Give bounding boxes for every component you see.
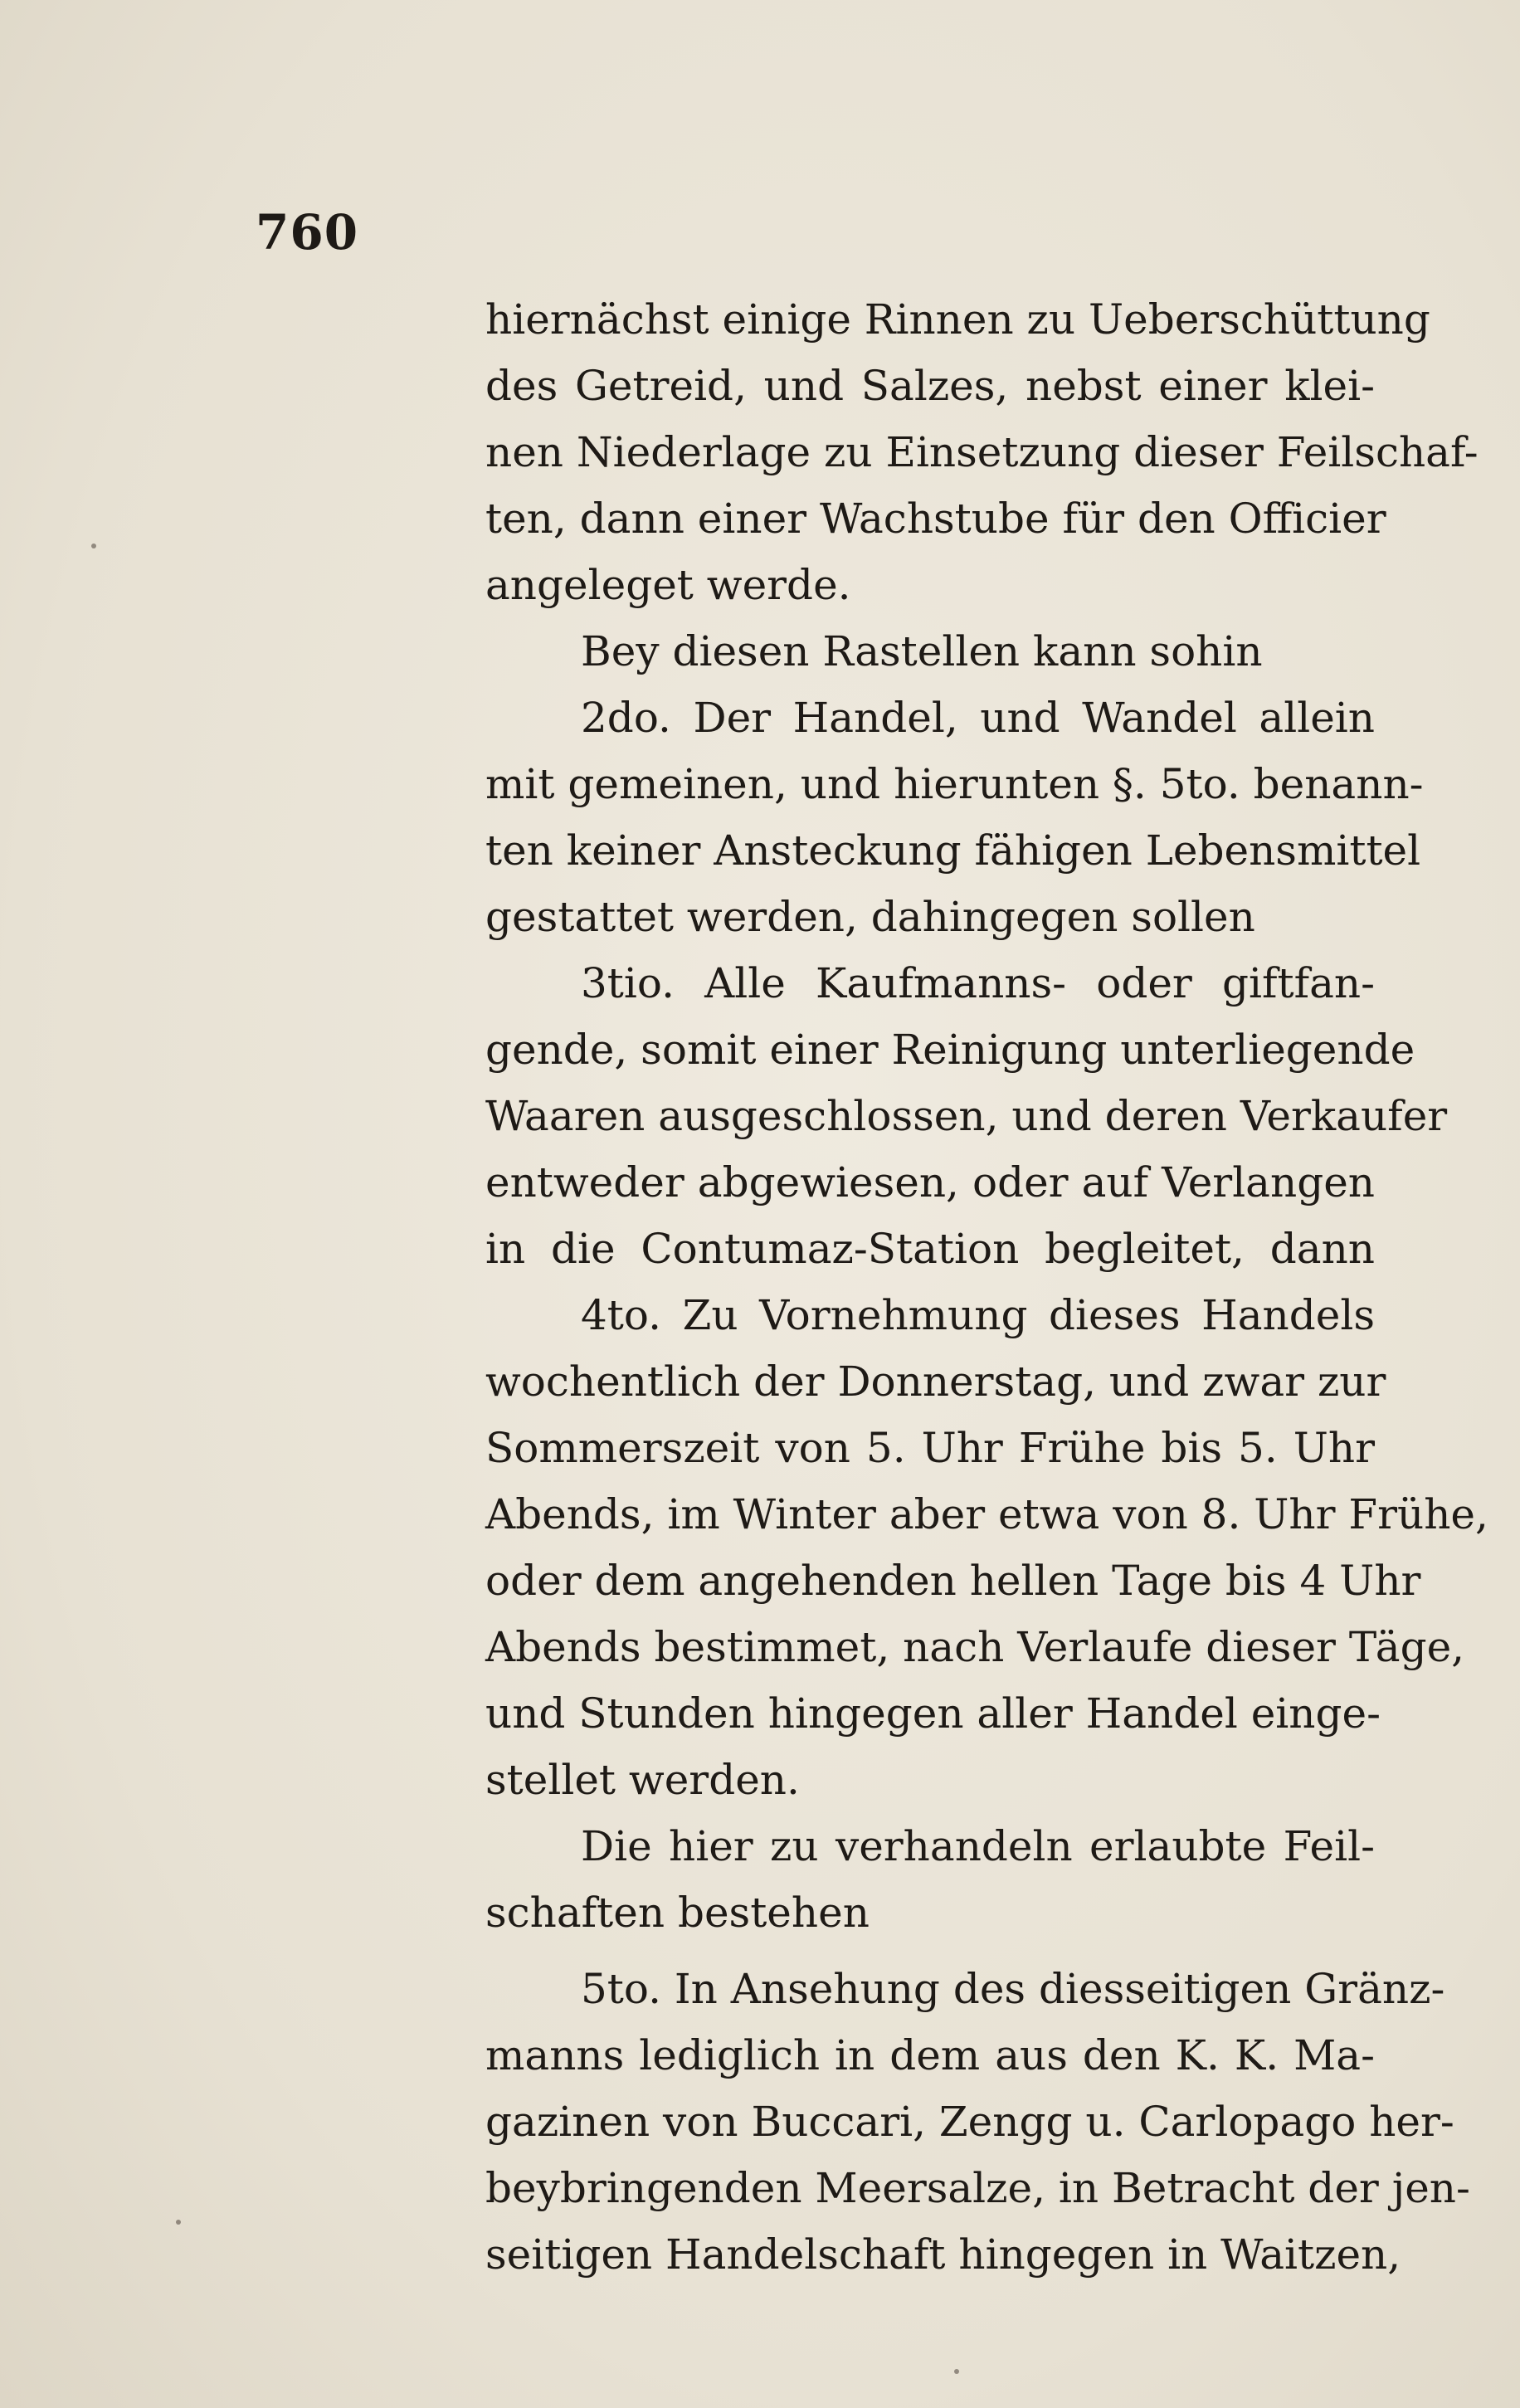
text-line: Abends bestimmet, nach Verlaufe dieser Täge,	[485, 1623, 1465, 1671]
text-line: ten, dann einer Wachstube für den Officier	[485, 495, 1386, 543]
text-line: nen Niederlage zu Einsetzung dieser Feilschaf-	[485, 428, 1479, 476]
text-line: wochentlich der Donnerstag, und zwar zur	[485, 1358, 1386, 1406]
text-line: gende, somit einer Reinigung unterliegende	[485, 1026, 1415, 1074]
text-line: manns lediglich in dem aus den K. K. Ma-	[485, 2031, 1375, 2079]
text-line: entweder abgewiesen, oder auf Verlangen	[485, 1158, 1375, 1206]
paper-speck	[176, 2220, 181, 2225]
text-line: beybringenden Meersalze, in Betracht der jen-	[485, 2164, 1470, 2212]
text-line: des Getreid, und Salzes, nebst einer klei-	[485, 362, 1375, 410]
text-line: Sommerszeit von 5. Uhr Frühe bis 5. Uhr	[485, 1424, 1375, 1472]
text-line: und Stunden hingegen aller Handel einge-	[485, 1689, 1381, 1738]
text-line: 3tio. Alle Kaufmanns- oder giftfan-	[581, 959, 1375, 1007]
text-line: hiernächst einige Rinnen zu Ueberschüttung	[485, 295, 1430, 344]
text-line: gestattet werden, dahingegen sollen	[485, 893, 1255, 941]
text-line: seitigen Handelschaft hingegen in Waitzen,	[485, 2230, 1401, 2279]
text-line: 2do. Der Handel, und Wandel allein	[581, 694, 1375, 742]
body-text	[485, 286, 1488, 2288]
paper-speck	[954, 2369, 959, 2374]
text-line: mit gemeinen, und hierunten §. 5to. benann-	[485, 760, 1424, 808]
text-line: ten keiner Ansteckung fähigen Lebensmittel	[485, 826, 1421, 875]
text-line: Bey diesen Rastellen kann sohin	[581, 627, 1263, 675]
text-line: stellet werden.	[485, 1756, 800, 1804]
text-line: in die Contumaz-Station begleitet, dann	[485, 1225, 1375, 1273]
text-line: angeleget werde.	[485, 561, 851, 609]
text-line: Abends, im Winter aber etwa von 8. Uhr Frühe,	[485, 1490, 1488, 1538]
text-line: 4to. Zu Vornehmung dieses Handels	[581, 1291, 1375, 1339]
text-line: gazinen von Buccari, Zengg u. Carlopago her-	[485, 2098, 1454, 2146]
text-line: schaften bestehen	[485, 1889, 870, 1937]
text-line: Waaren ausgeschlossen, und deren Verkaufer	[485, 1092, 1448, 1140]
page-number: 760	[256, 204, 359, 261]
paper-speck	[91, 544, 96, 548]
text-line: Die hier zu verhandeln erlaubte Feil-	[581, 1822, 1375, 1870]
text-line: 5to. In Ansehung des diesseitigen Gränz-	[581, 1965, 1445, 2013]
text-line: oder dem angehenden hellen Tage bis 4 Uhr	[485, 1557, 1421, 1605]
